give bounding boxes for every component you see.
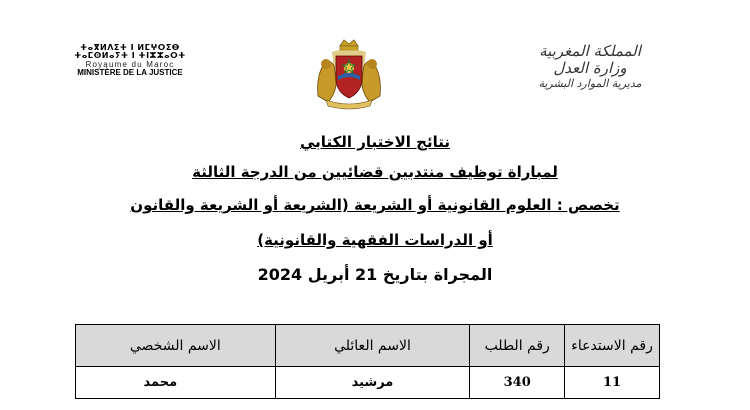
specialty-line-2: أو الدراسات الفقهية والقانونية) [257, 231, 493, 249]
col-header-convocation-number: رقم الاستدعاء [565, 325, 660, 367]
cell-convocation-number: 11 [565, 367, 660, 399]
table-header-row [76, 325, 660, 367]
cell-first-name: محمد [76, 367, 276, 399]
coat-of-arms-icon [312, 36, 386, 110]
cell-application-number: 340 [470, 367, 565, 399]
results-table [75, 324, 660, 399]
ministry-label-french: MINISTÈRE DE LA JUSTICE [77, 68, 183, 78]
results-title: نتائج الاختبار الكتابي [300, 133, 450, 151]
ministry-header-arabic [520, 42, 660, 91]
ministry-header-french [70, 44, 190, 78]
directorate-label-arabic: مديرية الموارد البشرية [538, 76, 642, 90]
col-header-family-name: الاسم العائلي [275, 325, 470, 367]
table-row [76, 367, 660, 399]
tifinagh-line-2: ⵜⴰⵎⵙⵍⴰⵢⵜ ⵏ ⵜⵏⵣⵣⴰⵔⵜ [74, 51, 186, 61]
document-titles [0, 128, 750, 292]
kingdom-label-arabic: المملكة المغربية [539, 42, 641, 60]
col-header-application-number: رقم الطلب [470, 325, 565, 367]
competition-title: لمباراة توظيف منتدبين قضائيين من الدرجة الثالثة [192, 163, 558, 181]
cell-family-name: مرشيد [275, 367, 470, 399]
tifinagh-line-1: ⵜⴰⴳⵍⴷⵉⵜ ⵏ ⵍⵎⵖⵔⵉⴱ [80, 43, 180, 52]
kingdom-label-french: Royaume du Maroc [85, 59, 175, 69]
specialty-line-1: تخصص : العلوم القانونية أو الشريعة (الشريعة أو الشريعة والقانون [130, 196, 620, 214]
ministry-label-arabic: وزارة العدل [553, 59, 627, 77]
exam-date: المجراة بتاريخ 21 أبريل 2024 [257, 265, 493, 284]
col-header-first-name: الاسم الشخصي [76, 325, 276, 367]
